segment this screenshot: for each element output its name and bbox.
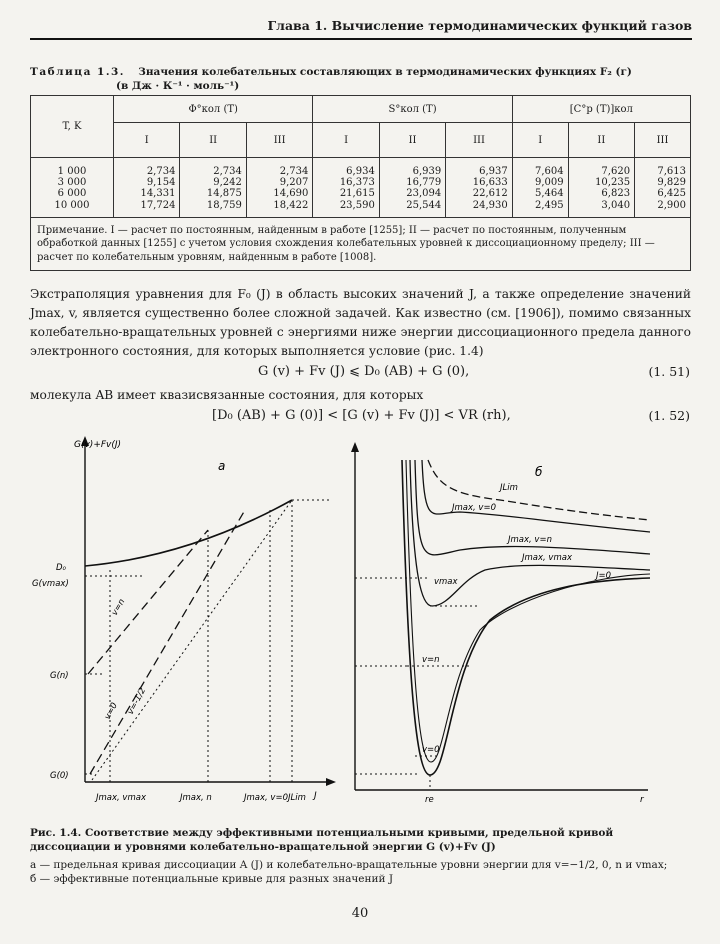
table-cell: 6,425: [657, 188, 686, 200]
b-curve-inner: [406, 460, 650, 762]
table-cell: 9,242: [213, 177, 242, 189]
b-label: Jmax, vmax: [522, 553, 572, 563]
figure-caption-a: а — предельная кривая диссоциации A (J) и колебательно-вращательные уровни энергии для v=−1/2, 0, n и vmax;: [30, 859, 668, 871]
table-cell: 16,779: [406, 177, 442, 189]
a-curve-v0: [90, 510, 245, 774]
b-label: JLim: [500, 483, 518, 493]
table-cell: 21,615: [339, 188, 375, 200]
a-ytick: G(n): [50, 671, 69, 681]
table-cell: 6,939: [412, 166, 442, 177]
temperature-column: [31, 158, 114, 218]
table-cell: 23,094: [406, 188, 442, 200]
mid-text: молекула AB имеет квазисвязанные состояния, для которых: [30, 388, 424, 402]
table-body: [31, 158, 691, 218]
table-cell: 22,612: [472, 188, 508, 200]
b-label: v=0: [422, 745, 440, 755]
table-cell: 6,823: [601, 188, 631, 200]
a-label-vn: v=n: [109, 597, 128, 618]
a-label-v0: v=0: [102, 701, 120, 722]
equation-1-52: [D₀ (AB) + G (0)] < [G (v) + Fv (J)] < VR (rh),: [212, 408, 511, 423]
sub-header: I: [313, 123, 379, 158]
panel-a: [32, 436, 336, 803]
table-cell: 18,422: [273, 199, 309, 211]
a-label-vhalf: v=-1/2: [125, 686, 149, 717]
a-curve-vhalf: [92, 500, 292, 780]
a-xtick: Jmax, v=0: [244, 793, 288, 803]
sub-header: I: [512, 123, 568, 158]
table-label: Таблица 1.3.: [30, 66, 125, 78]
sub-header: II: [180, 123, 246, 158]
table-cell: 9,154: [146, 177, 176, 189]
b-label: Jmax, v=n: [508, 535, 552, 545]
table-cell: 2,734: [279, 166, 309, 177]
table-cell: 5,464: [534, 188, 564, 200]
body-paragraph: Экстраполяция уравнения для F₀ (J) в область высоких значений J, а также определение значений Jmax, v, является существенно более сложной задачей. Как известно (см. [1906]), помимо связанных колебательно-вращательных уровней с энергиями ниже энергии диссоциационного предела данного электронного состояния, для которых выполняется условие (рис. 1.4): [30, 287, 691, 358]
group-cp-header: [C°p (T)]кол: [512, 96, 690, 123]
value-column: [313, 158, 379, 218]
b-label: v=n: [422, 655, 440, 665]
a-xtick: JLim: [288, 793, 306, 803]
data-table: [30, 95, 691, 271]
b-label: Jmax, v=0: [452, 503, 496, 513]
equation-number-1-52: (1. 52): [648, 408, 690, 423]
value-column: [379, 158, 445, 218]
a-panel-letter: а: [218, 459, 226, 473]
table-title: Значения колебательных составляющих в термодинамических функциях F₂ (г): [138, 66, 632, 78]
table-cell: 3 000: [57, 177, 87, 189]
table-cell: 23,590: [339, 199, 375, 211]
table-cell: 24,930: [472, 199, 508, 211]
sub-header: II: [379, 123, 445, 158]
equation-1-51: G (v) + Fv (J) ⩽ D₀ (AB) + G (0),: [258, 364, 470, 379]
table-caption: [30, 65, 692, 93]
table-cell: 9,207: [279, 177, 309, 189]
equation-number-1-51: (1. 51): [648, 364, 690, 379]
sub-header: III: [635, 123, 691, 158]
table-cell: 16,633: [472, 177, 508, 189]
table-cell: 17,724: [140, 199, 176, 211]
table-cell: 9,009: [534, 177, 564, 189]
table-cell: 10 000: [54, 199, 90, 211]
table-cell: 14,331: [140, 188, 176, 200]
table-cell: 25,544: [406, 199, 442, 211]
b-label: J=0: [596, 571, 612, 581]
value-column: [246, 158, 312, 218]
b-xaxis-label: r: [640, 795, 644, 805]
a-xtick: Jmax, n: [180, 793, 212, 803]
table-units: (в Дж · К⁻¹ · моль⁻¹): [116, 80, 240, 92]
figure-caption: [30, 826, 692, 886]
col-T-header: T, K: [31, 96, 114, 158]
a-ytick: D₀: [56, 563, 66, 573]
figure-caption-b: б — эффективные потенциальные кривые для разных значений J: [30, 873, 394, 885]
b-label: re: [425, 795, 434, 805]
table-cell: 10,235: [595, 177, 631, 189]
table-cell: 7,604: [534, 166, 564, 177]
sub-header: I: [114, 123, 180, 158]
table-cell: 18,759: [206, 199, 242, 211]
table-cell: 3,040: [601, 199, 631, 211]
table-cell: 2,900: [657, 199, 686, 211]
a-xtick: Jmax, vmax: [96, 793, 146, 803]
a-xaxis-label: J: [314, 791, 317, 801]
table-cell: 9,829: [657, 177, 686, 189]
sub-header: II: [568, 123, 634, 158]
table-note: Примечание. I — расчет по постоянным, найденным в работе [1255]; II — расчет по постоянным, полученным обработкой данных [1255] с учетом условия схождения колебательных уровней к диссоциационному пределу; III — расчет по колебательным уровням, найденным в работе [1008].: [31, 217, 691, 271]
table-cell: 2,495: [534, 199, 564, 211]
table-cell: 6,934: [346, 166, 375, 177]
panel-b: [351, 442, 650, 805]
table-cell: 16,373: [339, 177, 375, 189]
value-column: [512, 158, 568, 218]
group-s-header: S°кол (T): [313, 96, 512, 123]
sub-header: III: [246, 123, 312, 158]
table-cell: 7,620: [601, 166, 631, 177]
b-label: vmax: [434, 577, 458, 587]
value-column: [446, 158, 512, 218]
a-curve-vn: [88, 530, 208, 674]
value-column: [635, 158, 691, 218]
b-panel-letter: б: [535, 465, 543, 479]
a-ytick: G(vmax): [32, 579, 69, 589]
value-column: [180, 158, 246, 218]
value-column: [114, 158, 180, 218]
value-column: [568, 158, 634, 218]
table-cell: 2,734: [213, 166, 242, 177]
a-ylabel: G(v)+Fv(J): [74, 440, 122, 450]
page-number: 40: [351, 906, 369, 921]
table-cell: 14,875: [206, 188, 242, 200]
running-header: Глава 1. Вычисление термодинамических функций газов: [267, 18, 692, 33]
header-rule: [30, 38, 692, 40]
table-cell: 2,734: [146, 166, 176, 177]
sub-header: III: [446, 123, 512, 158]
figure-caption-title: Рис. 1.4. Соответствие между эффективными потенциальными кривыми, предельной кривой диссоциации и уровнями колебательно-вращательной энергии G (v)+Fv (J): [30, 827, 614, 853]
table-cell: 6 000: [57, 188, 87, 200]
b-curve-j0: [402, 460, 650, 775]
table-cell: 7,613: [657, 166, 686, 177]
a-ytick: G(0): [50, 771, 69, 781]
table-cell: 6,937: [479, 166, 508, 177]
group-phi-header: Φ°кол (T): [114, 96, 313, 123]
figure-1-4: [30, 430, 690, 820]
table-cell: 14,690: [273, 188, 309, 200]
table-cell: 1 000: [57, 166, 87, 177]
